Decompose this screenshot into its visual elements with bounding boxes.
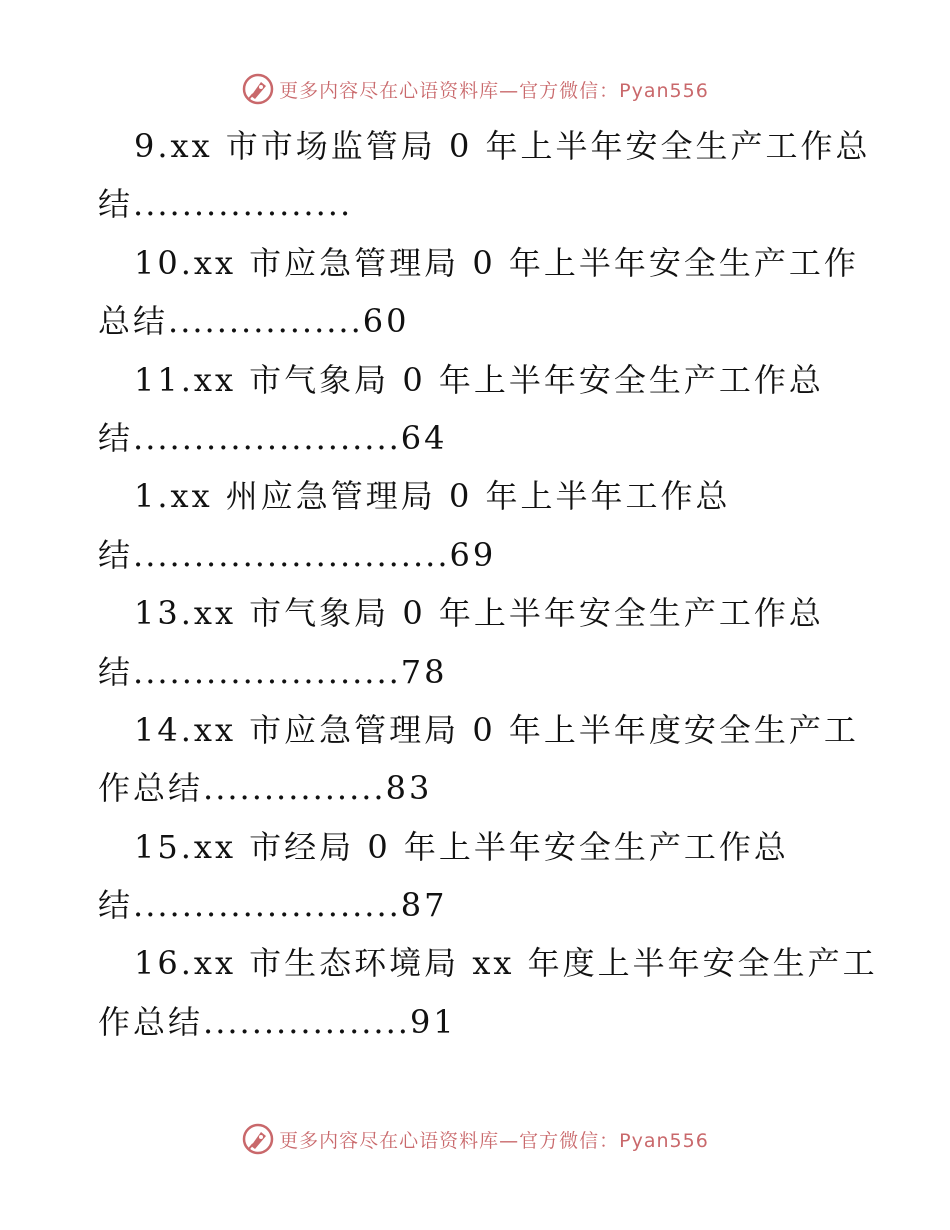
toc-leader-dots: .................. (133, 185, 353, 224)
toc-entry-continuation (98, 643, 888, 701)
toc-entry-continuation (98, 292, 888, 350)
toc-entry-title: 16.xx 市生态环境局 xx 年度上半年安全生产工 (134, 944, 878, 983)
toc-page-number: 83 (385, 769, 433, 808)
toc-entry-continuation (98, 993, 888, 1051)
toc-leader-dots: ...................... (133, 652, 401, 691)
toc-entry-title-end: 结 (98, 886, 134, 925)
toc-entry-title: 10.xx 市应急管理局 0 年上半年安全生产工作 (134, 243, 859, 282)
toc-entry-title-end: 结 (98, 418, 134, 457)
pen-nib-logo-icon (241, 72, 275, 106)
toc-entry-title: 14.xx 市应急管理局 0 年上半年度安全生产工 (134, 710, 859, 749)
toc-page-number: 64 (400, 418, 448, 457)
toc-leader-dots: ................ (168, 302, 363, 341)
toc-leader-dots: ...................... (133, 418, 401, 457)
toc-entry-continuation (98, 876, 888, 934)
toc-entry[interactable] (98, 701, 888, 818)
toc-leader-dots: ................. (203, 1002, 410, 1041)
footer-banner (0, 1122, 950, 1156)
toc-page-number: 78 (400, 652, 448, 691)
header-banner-text: 更多内容尽在心语资料库—官方微信：Pyan556 (279, 79, 709, 102)
toc-entry-title: 13.xx 市气象局 0 年上半年安全生产工作总 (134, 594, 824, 633)
toc-leader-dots: .......................... (133, 535, 450, 574)
footer-banner-text: 更多内容尽在心语资料库—官方微信：Pyan556 (279, 1129, 709, 1152)
toc-entry-title-end: 作总结 (98, 769, 204, 808)
toc-entry-title-end: 结 (98, 535, 134, 574)
toc-entry-title-end: 结 (98, 185, 134, 224)
header-banner (0, 72, 950, 106)
toc-page-number: 69 (449, 535, 497, 574)
table-of-contents (98, 117, 888, 1051)
toc-entry-title: 11.xx 市气象局 0 年上半年安全生产工作总 (134, 360, 824, 399)
toc-entry-title-end: 总结 (98, 302, 169, 341)
toc-entry-continuation (98, 759, 888, 817)
toc-entry-title-end: 结 (98, 652, 134, 691)
toc-leader-dots: ............... (203, 769, 386, 808)
toc-entry[interactable] (98, 584, 888, 701)
toc-leader-dots: ...................... (133, 886, 401, 925)
toc-entry-continuation (98, 175, 888, 233)
toc-entry-continuation (98, 526, 888, 584)
toc-entry-title: 15.xx 市经局 0 年上半年安全生产工作总 (134, 827, 789, 866)
toc-entry-title-end: 作总结 (98, 1002, 204, 1041)
toc-entry[interactable] (98, 117, 888, 234)
toc-entry-continuation (98, 409, 888, 467)
toc-page-number: 60 (362, 302, 410, 341)
toc-entry[interactable] (98, 351, 888, 468)
toc-entry[interactable] (98, 934, 888, 1051)
toc-page-number: 87 (400, 886, 448, 925)
toc-entry-title: 1.xx 州应急管理局 0 年上半年工作总 (134, 477, 731, 516)
toc-entry[interactable] (98, 818, 888, 935)
pen-nib-logo-icon (241, 1122, 275, 1156)
toc-entry[interactable] (98, 467, 888, 584)
toc-page-number: 91 (409, 1002, 457, 1041)
toc-entry-title: 9.xx 市市场监管局 0 年上半年安全生产工作总 (134, 127, 871, 165)
toc-entry[interactable] (98, 234, 888, 351)
